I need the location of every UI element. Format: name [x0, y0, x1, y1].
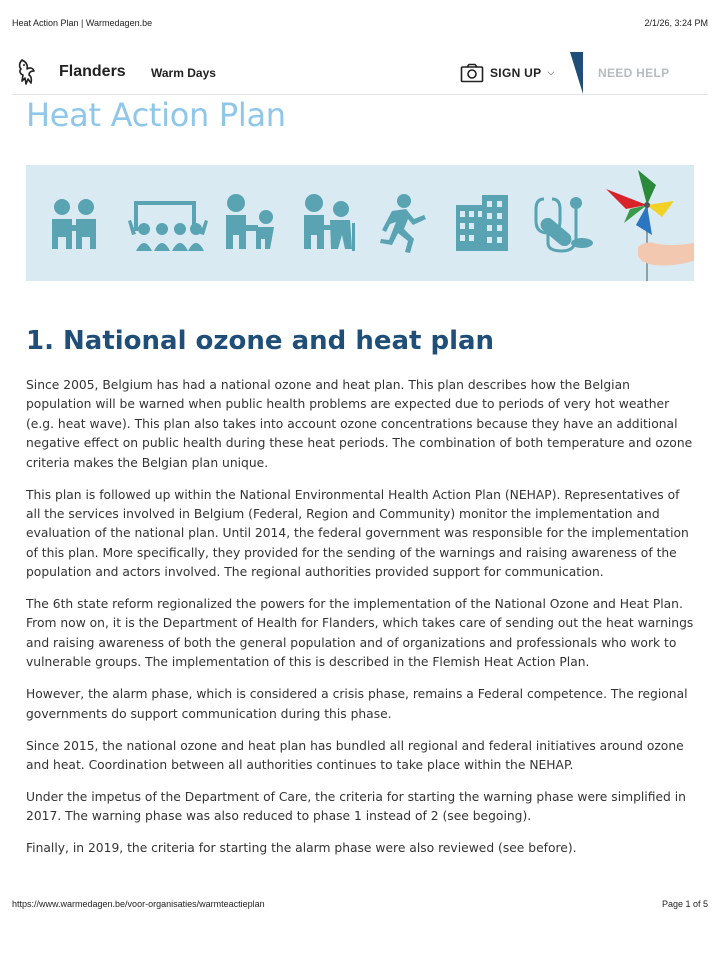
running-person-icon — [380, 194, 426, 253]
article-body — [26, 376, 696, 871]
site-header — [12, 52, 708, 95]
paragraph: Since 2015, the national ozone and heat plan has bundled all regional and federal initiatives around ozone and heat. Coordination between all authorities continues to take place within the NEHAP. — [26, 738, 684, 772]
medicine-stethoscope-icon — [536, 197, 593, 251]
crowd-concert-icon — [128, 201, 208, 251]
lion-logo-icon[interactable] — [16, 57, 40, 87]
section-heading: 1. National ozone and heat plan — [26, 326, 495, 356]
print-url: https://www.warmedagen.be/voor-organisaties/warmteactieplan — [12, 899, 265, 909]
signup-label: SIGN UP — [490, 66, 542, 80]
paragraph: This plan is followed up within the National Environmental Health Action Plan (NEHAP). Representatives of all the services involved in Belgium (Federal, Region and Community) monitor the implementation and evaluation of the national plan. Until 2014, the federal government was responsible for the implementation of this plan. More specifically, they provided for the sending of the warnings and raising awareness of the population and actors involved. The regional authorities provided support for communication. — [26, 487, 689, 580]
caregiver-child-icon — [226, 194, 274, 249]
children-hugging-icon — [52, 199, 96, 249]
flag-divider — [570, 52, 586, 94]
print-page-number: Page 1 of 5 — [661, 899, 708, 909]
page-title: Heat Action Plan — [26, 96, 286, 134]
elderly-caregiver-icon — [304, 194, 355, 251]
print-footer — [12, 899, 708, 913]
pinwheel-hand-icon — [606, 170, 694, 281]
chevron-down-icon: ⌵ — [547, 68, 555, 78]
paragraph: Since 2005, Belgium has had a national ozone and heat plan. This plan describes how the Belgian population will be warned when public health problems are expected due to periods of very hot weather (e.g. heat wave). This plan also takes into account ozone concentrations because they have an additional negative effect on public health during these heat periods. The combination of both temperature and ozone criteria makes the Belgian plan unique. — [26, 378, 693, 470]
paragraph: Under the impetus of the Department of Care, the criteria for starting the warning phase were simplified in 2017. The warning phase was also reduced to phase 1 instead of 2 (see begoing). — [26, 789, 686, 824]
camera-icon — [460, 63, 484, 83]
paragraph: However, the alarm phase, which is considered a crisis phase, remains a Federal competence. The regional governments do support communication during this phase. — [26, 687, 688, 721]
paragraph: Finally, in 2019, the criteria for starting the alarm phase were also reviewed (see before). — [26, 841, 577, 856]
print-header — [12, 18, 708, 32]
brand-name[interactable]: Flanders — [59, 63, 126, 80]
print-datetime: 2/1/26, 3:24 PM — [644, 18, 708, 28]
hero-banner — [26, 165, 694, 281]
signup-button[interactable] — [460, 61, 554, 85]
site-name-link[interactable]: Warm Days — [151, 66, 216, 80]
paragraph: The 6th state reform regionalized the powers for the implementation of the National Ozone and Heat Plan. From now on, it is the Department of Health for Flanders, which takes care of sending out the heat warnings and raising awareness of both the general population and of organizations and professionals who work to vulnerable groups. The implementation of this is described in the Flemish Heat Action Plan. — [26, 597, 694, 670]
print-title: Heat Action Plan | Warmedagen.be — [12, 18, 153, 28]
banner-illustration — [26, 165, 694, 281]
office-building-icon — [456, 195, 508, 251]
need-help-link[interactable]: NEED HELP — [598, 66, 670, 80]
